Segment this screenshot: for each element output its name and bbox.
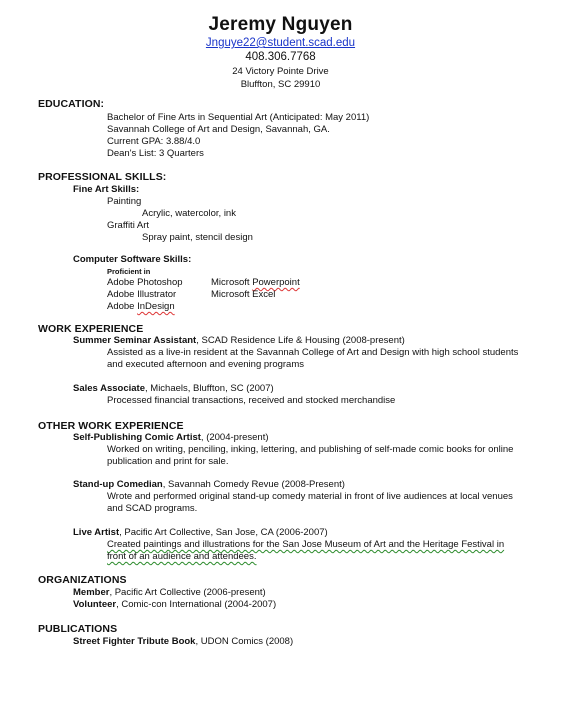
software-indesign-word: InDesign [137, 301, 175, 312]
other-job1-line1: Worked on writing, penciling, inking, lettering, and publishing of self-made comic books for online [107, 444, 514, 455]
org1-role: Member [73, 587, 110, 598]
other-job3-title: Live Artist [73, 527, 120, 538]
other-job2-line2: and SCAD programs. [107, 503, 198, 514]
other-job1-org: , (2004-present) [200, 432, 269, 443]
work-job2-org: , Michaels, Bluffton, SC (2007) [145, 383, 274, 394]
education-degree: Bachelor of Fine Arts in Sequential Art (Anticipated: May 2011) [107, 112, 370, 123]
other-job3-header [73, 527, 328, 539]
other-job1-title: Self-Publishing Comic Artist [73, 432, 201, 443]
org2-detail: , Comic-con International (2004-2007) [116, 599, 277, 610]
work-job1-header [73, 335, 405, 347]
software-powerpoint [211, 277, 300, 289]
publication1-title: Street Fighter Tribute Book [73, 636, 196, 647]
other-job3-line2: front of an audience and attendees. [107, 551, 257, 562]
address-line-2: Bluffton, SC 29910 [240, 79, 321, 90]
publication1-line [73, 636, 293, 648]
graffiti-detail: Spray paint, stencil design [142, 232, 253, 243]
education-heading: EDUCATION: [38, 98, 105, 110]
org2-role: Volunteer [73, 599, 117, 610]
education-gpa: Current GPA: 3.88/4.0 [107, 136, 201, 147]
work-heading: WORK EXPERIENCE [38, 323, 144, 335]
other-work-heading: OTHER WORK EXPERIENCE [38, 420, 184, 432]
org1-detail: , Pacific Art Collective (2006-present) [109, 587, 266, 598]
fine-art-skills-title: Fine Art Skills: [73, 184, 140, 195]
software-indesign [107, 301, 175, 313]
org2-line [73, 599, 276, 611]
email-link[interactable]: Jnguye22@student.scad.edu [205, 37, 356, 49]
software-excel: Microsoft Excel [211, 289, 276, 300]
education-deans-list: Dean's List: 3 Quarters [107, 148, 204, 159]
publications-heading: PUBLICATIONS [38, 623, 118, 635]
proficient-label: Proficient in [107, 267, 151, 276]
publication1-detail: , UDON Comics (2008) [195, 636, 294, 647]
other-job3-org: , Pacific Art Collective, San Jose, CA (2006-2007) [119, 527, 328, 538]
resume-header [0, 14, 561, 91]
software-powerpoint-word: Powerpoint [252, 277, 300, 288]
other-job2-org: , Savannah Comedy Revue (2008-Present) [162, 479, 345, 490]
work-job2-title: Sales Associate [73, 383, 145, 394]
painting-detail: Acrylic, watercolor, ink [142, 208, 236, 219]
other-job2-line1: Wrote and performed original stand-up comedy material in front of live audiences at local venues [107, 491, 513, 502]
phone-number: 408.306.7768 [245, 51, 316, 63]
work-job2-header [73, 383, 274, 395]
address-line-1: 24 Victory Pointe Drive [232, 66, 329, 77]
skills-heading: PROFESSIONAL SKILLS: [38, 171, 167, 183]
work-job1-line2: and executed afternoon and evening programs [107, 359, 304, 370]
graffiti-label: Graffiti Art [107, 220, 150, 231]
organizations-heading: ORGANIZATIONS [38, 574, 127, 586]
other-job3-line1: Created paintings and illustrations for the San Jose Museum of Art and the Heritage Festival in [107, 539, 505, 550]
other-job2-title: Stand-up Comedian [73, 479, 163, 490]
software-illustrator: Adobe Illustrator [107, 289, 177, 300]
education-school: Savannah College of Art and Design, Savannah, GA. [107, 124, 330, 135]
painting-label: Painting [107, 196, 142, 207]
computer-skills-title: Computer Software Skills: [73, 254, 192, 265]
software-indesign-prefix: Adobe [107, 301, 138, 312]
applicant-name: Jeremy Nguyen [208, 14, 353, 35]
work-job1-line1: Assisted as a live-in resident at the Savannah College of Art and Design with high school students [107, 347, 519, 358]
org1-line [73, 587, 266, 599]
software-powerpoint-prefix: Microsoft [211, 277, 253, 288]
software-photoshop: Adobe Photoshop [107, 277, 183, 288]
work-job2-line1: Processed financial transactions, received and stocked merchandise [107, 395, 396, 406]
work-job1-title: Summer Seminar Assistant [73, 335, 197, 346]
work-job1-org: , SCAD Residence Life & Housing (2008-present) [196, 335, 405, 346]
other-job2-header [73, 479, 345, 491]
other-job1-line2: publication and print for sale. [107, 456, 229, 467]
other-job1-header [73, 432, 269, 444]
